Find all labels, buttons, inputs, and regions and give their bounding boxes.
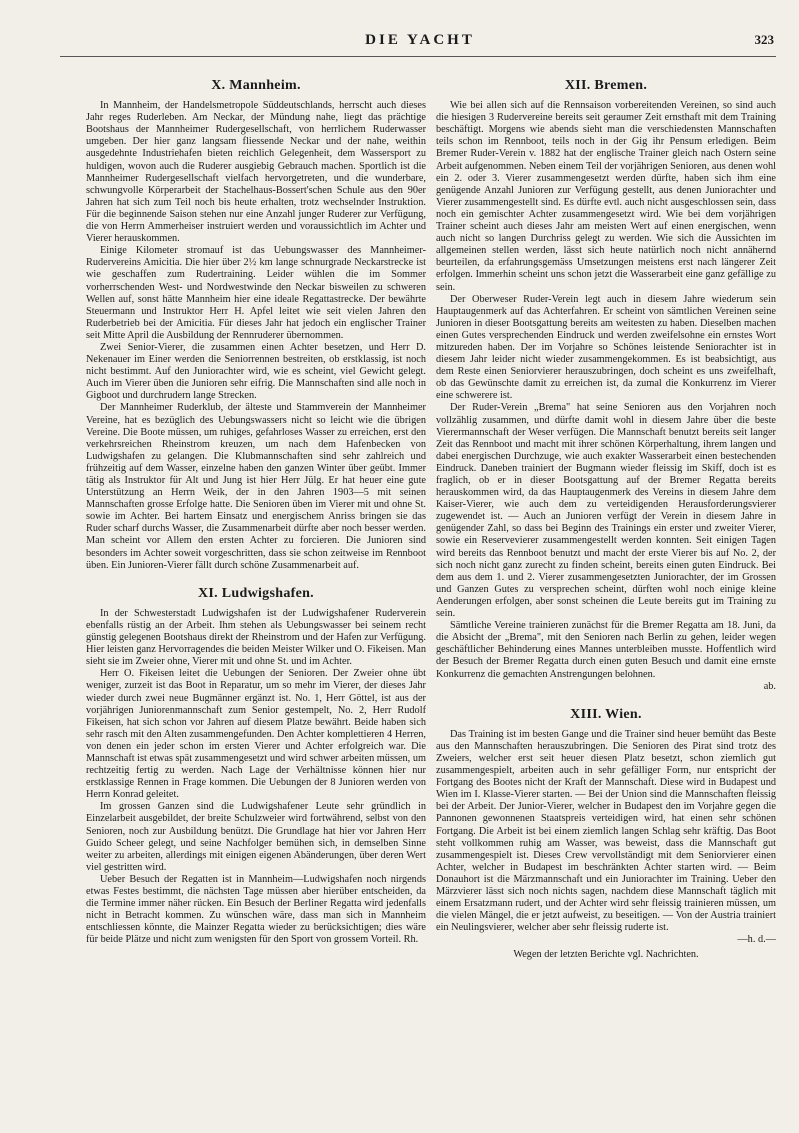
paragraph: Sämtliche Vereine trainieren zunächst für die Bremer Regatta am 18. Juni, da die Absicht der „Brema", mit den Senioren nach Berlin zu gehen, leider wegen geschäftlicher Behinderung eines Mannes unterbleiben musste. Hoffentlich wird der Besuch der Bremer Regatta durch einen guten Besuch und damit eine ernste Konkurrenz die gemachten Anstrengungen belohnen. [436,620,776,680]
section-heading: XII. Bremen. [564,78,648,93]
section-heading: XIII. Wien. [570,706,642,722]
paragraph: Ueber Besuch der Regatten ist in Mannheim—Ludwigshafen noch nirgends etwas Festes bestimmt, die nächsten Tage müssen aber hierüber entscheiden, da die Termine immer näher rücken. Ein Besuch der Berliner Regatta wird jedenfalls nicht in Betracht kommen. Zu wünschen wäre, dass man sich in Mannheim entschliessen könnte, die Mainzer Regatta wieder zu berücksichtigen; dies wäre für beide Plätze und nicht zum wenigsten für den Sport von grossem Vorteil. Rh. [86,873,426,946]
section-wien [436,706,776,962]
right-column [436,64,776,1109]
paragraph: Der Mannheimer Ruderklub, der älteste und Stammverein der Mannheimer Vereine, hat es bezüglich des Uebungswassers nicht so leicht wie die übrigen Vereine. Die Boote müssen, um ruhiges, gefahrloses Wasser zu erreichen, erst den verkehrsreichen Rheinstrom kreuzen, um nach dem Hafenbecken von Ludwigshafen zu gelangen. Die Klubmannschaften sind sehr zahlreich und frühzeitig auf dem Wasser, einzelne haben den ganzen Winter über geübt. Immer tätig als Instruktor für Alt und Jung ist hier Herr Jülg. Er hat heuer eine gute Unterstützung an Herrn Weik, der in den Jahren 1903—5 mit seinen Mannschaften grosse Erfolge hatte. Die Senioren üben im Vierer mit und ohne St. sowie im Achter. Bei hartem Einsatz und energischem Anriss bringen sie das Ruder scharf durchs Wasser, die Zusammenarbeit dürfte aber noch besser werden. Man scheint vor Allem den ersten Achter zu forcieren. Die Junioren sind besonders im Achter soweit vorgeschritten, dass sie schon zeitweise im Rennboot üben. Ein Junioren-Vierer fällt durch schöne Zusammenarbeit auf. [86,402,426,571]
author-signature: ab. [763,680,776,692]
section-ludwigshafen [86,585,426,947]
page-header [64,32,776,54]
paragraph: Wie bei allen sich auf die Rennsaison vorbereitenden Vereinen, so sind auch die hiesigen 3 Rudervereine bereits seit geraumer Zeit ernsthaft mit dem Training beschäftigt. Morgens wie abends sieht man die verschiedensten Mannschaften teils schon im Rennboot, teils noch in der Gig ihr Pensum erledigen. Beim Bremer Ruder-Verein v. 1882 hat der englische Trainer gleich nach Ostern seine Arbeit aufgenommen. Neben einem Teil der vorjährigen Senioren, aus denen wohl ein 2. oder 3. Vierer zusammengesetzt werden dürfte, haben sich ihm eine genügende Anzahl Junioren zur Verfügung gestellt, aus denen Juniorachter und Vierer zusammengestellt sind. Es dürfte evtl. auch nicht ausgeschlossen sein, dass noch ein gemischter Achter zusammengesetzt wird. Wie bei dem vorjährigen Trainer scheint auch dieses Jahr am meisten Wert auf einen energischen, wenn auch nicht so langen Durchriss gelegt zu werden. Wie sich die Aussichten im allgemeinen stellen werden, lässt sich heute natürlich noch nicht annähernd beurteilen, da erfahrungsgemäss Umsetzungen meistens erst nach längerer Zeit erfolgen. Immerhin scheint uns schon jetzt die Wasserarbeit eine ganz gefällige zu sein. [436,100,776,293]
paragraph: Einige Kilometer stromauf ist das Uebungswasser des Mannheimer-Rudervereins Amicitia. Die hier über 2½ km lange schnurgrade Neckarstrecke ist wie geschaffen zum Rudertraining. Leider wühlen die im Sommer vorherrschenden West- und Nordwestwinde den Neckar bisweilen zu schweren Wellen auf, sonst hätte Mannheim hier eine ideale Regattastrecke. Der bewährte Steuermann und Instruktor Herr H. Apfel leitet wie seit vielen Jahren den Ruderbetrieb bei der Amicitia. Für dieses Jahr hat jedoch ein englischer Trainer seit Mitte April die Ausbildung der Rennruderer übernommen. [86,245,426,341]
paragraph: Herr O. Fikeisen leitet die Uebungen der Senioren. Der Zweier ohne übt weniger, zurzeit ist das Boot in Reparatur, um so mehr im Vierer, der dieses Jahr wieder durch zwei neue Bugmänner ergänzt ist. No. 1, Herr Göttel, ist aus der vorjährigen Juniorenmannschaft zum Senior gestempelt, No. 2, Herr Rudolf Fikeisen, hat sich schon vor Jahren auf diesem Platze bewährt. Beide haben sich sehr rasch mit den Alten zusammengefunden. Den Achter komplettieren 4 Herren, von denen ein jeder schon im ersten Vierer und Achter erfolgreich war. Die Mannschaft ist etwas spät zusammengesetzt und wird schwer arbeiten müssen, um rechtzeitig fertig zu werden. Nach Lage der Verhältnisse können hier nur erstklassige Rennen in Frage kommen. Die Uebungen der 8 Junioren werden von Herrn Konrad geleitet. [86,668,426,801]
footnote: Wegen der letzten Berichte vgl. Nachrichten. [513,949,699,961]
running-title: DIE YACHT [365,32,475,48]
left-column [86,64,426,1109]
paragraph: In Mannheim, der Handelsmetropole Süddeutschlands, herrscht auch dieses Jahr reges Ruderleben. Am Neckar, der Mündung nahe, liegt das prächtige Bootshaus der Mannheimer Rudergesellschaft, von herrlichem Ruderwasser umgeben. Der hier ganz langsam fliessende Neckar und der nahe, weithin ausgedehnte Industriehafen bieten reichlich Gelegenheit, dem Wassersport zu huldigen, wovon auch die Ruderer ausgiebig Gebrauch machen. Sportlich ist die Mannheimer Rudergesellschaft vielfach hervorgetreten, und die wunderbare, schwungvolle Körperarbeit der Stachelhaus-Bossert'schen Schule aus den 90er Jahren hat sich zum Teil noch bis heute erhalten, trotz wechselnder Instruktion. Für die beginnende Saison stehen nur eine Anzahl junger Ruderer zur Verfügung, die von Herrn Ammerheiser instruiert werden und voraussichtlich im Achter und Vierer herauskommen. [86,100,426,245]
paragraph: Im grossen Ganzen sind die Ludwigshafener Leute sehr gründlich in Einzelarbeit ausgebildet, der breite Schulzweier wird fortwährend, selbst von den Senioren, noch zur Ausbildung benützt. Die Grundlage hat hier vor Jahren Herr Guido Scheer gelegt, und seine Nachfolger bemühen sich, in demselben Sinne weiter zu arbeiten, allerdings mit einigen eigenen Abänderungen, über deren Wert viel gestritten wird. [86,801,426,873]
paragraph: Der Ruder-Verein „Brema" hat seine Senioren aus den Vorjahren noch vollzählig zusammen, und dürfte damit wohl in diesem Jahre über die beste Vierermannschaft der Weser verfügen. Die Mannschaft benutzt bereits seit langer Zeit das Rennboot und macht mit ihrer schönen Körperhaltung, ihrem langen und dabei energischen Durchzuge, wie auch exakter Wasserarbeit einen bestechenden Eindruck. Daneben trainiert der Bugmann wieder fleissig im Skiff, doch ist es fraglich, ob er in dieser Bootsgattung auf der Bremer Regatta bereits herauskommen wird, da das Hauptaugenmerk des Vereins in diesem Jahre dem Kaiser-Vierer, wie auch dem zu verteidigenden Herausforderungsvierer zugewendet ist. — Auch an Junioren verfügt der Verein in diesem Jahre in genügender Zahl, so dass bei Beginn des Trainings ein erster und zweiter Vierer, sowie ein Reservevierer zusammengestellt werden konnten. Seit einigen Tagen wird bereits das Rennboot benutzt und macht der erste Vierer bis auf No. 2, der sich noch nicht ganz zurecht zu finden scheint, bereits einen guten Eindruck. Bei dem aus dem 1. und 2. Vierer zusammengesetzten Juniorachter, der im Grossen und Ganzen Gutes zu versprechen scheint, dürften wohl noch einige kleine Aenderungen erfolgen, aber sonst scheinen die Leute bereits gut im Training zu sein. [436,402,776,620]
section-heading: XI. Ludwigshafen. [198,585,314,601]
section-mannheim [86,80,426,572]
author-signature: —h. d.— [737,934,776,946]
header-rule [60,56,776,57]
paragraph: Zwei Senior-Vierer, die zusammen einen Achter besetzen, und Herr D. Nekenauer im Einer werden die Seniorrennen bestreiten, ob erstklassig, ist noch nicht bestimmt. Auf den Juniorachter wird, wie es scheint, viel Gewicht gelegt. Auch im Vierer üben die Junioren sehr eifrig. Die Mannschaften sind alle noch in Gigboot und durchrudern lange Strecken. [86,341,426,402]
paragraph: In der Schwesterstadt Ludwigshafen ist der Ludwigshafener Ruderverein ebenfalls rüstig an der Arbeit. Ihm stehen als Uebungswasser bei seinem recht günstig gelegenen Bootshaus direkt der Rheinstrom und der Hafen zur Verfügung. Hier leisten ganz Hervorragendes die beiden Meister Wilker und O. Fikeisen. Man sieht sie im Zweier ohne, Vierer mit und ohne St. und im Achter. [86,607,426,668]
paragraph: Der Oberweser Ruder-Verein legt auch in diesem Jahre wiederum sein Hauptaugenmerk auf das Achterfahren. Er scheint von sämtlichen Vereinen seine Junioren in dieser Bootsgattung bereits am weitesten zu haben. Dieselben machen einen Gutes versprechenden Eindruck und werden zweifelsohne ein ernstes Wort mitzureden haben. Der im Vorjahre so Schönes leistende Seniorachter ist in diesem Jahr leider nicht wieder zusammengekommen. Es ist beabsichtigt, aus dem Reste einen Seniorvierer herauszubringen, doch scheint es uns zweifelhaft, ob das Gewünschte damit zu erreichen ist, da zumal die Konkurrenz im Vierer eine schwerere ist. [436,293,776,402]
page-number: 323 [754,32,774,47]
paragraph: Das Training ist im besten Gange und die Trainer sind heuer bemüht das Beste aus den Mannschaften herauszubringen. Die Senioren des Pirat sind trotz des Zweiers, welcher erst seit heuer diesen Platz besetzt, schon ziemlich gut zusammengespielt, arbeiten auch in sehr gefälliger Form, nur entspricht der Fortgang des Bootes nicht der Kraft der Mannschaft. Diese wird in Budapest und Wien im I. Klasse-Vierer starten. — Bei der Union sind die Mannschaften fleissig bei der Arbeit. Der Junior-Vierer, welcher in Budapest den im Vorjahre gegen die Pannonen gewonnenen Staatspreis verteidigen wird, hat einen sehr schönen Fortgang. Die Arbeit ist bei einem ziemlich langen Schlag sehr kräftig. Das Boot steht vollkommen ruhig am Wasser, was beweist, dass die Mannschaft gut zusammengespielt ist. Dieses Crew vervollständigt mit dem Seniorvierer einen Achter, welcher in Budapest im beschränkten Achter starten wird. — Beim Donauhort ist die Märzmannschaft und ein Juniorachter im Training. Ueber den Märzvierer lässt sich noch nichts sagen, nachdem diese Mannschaft täglich mit einem Ersatzmann rudert, und der Achter wird sehr fleissig trainieren müssen, um die vielen Mängel, die er jetzt aufweist, zu beseitigen. — Von der Austria trainiert ein Neulingsvierer, welcher aber sehr fleissig ruderte ist. [436,728,776,934]
section-bremen [436,80,776,693]
section-heading: X. Mannheim. [211,78,301,93]
